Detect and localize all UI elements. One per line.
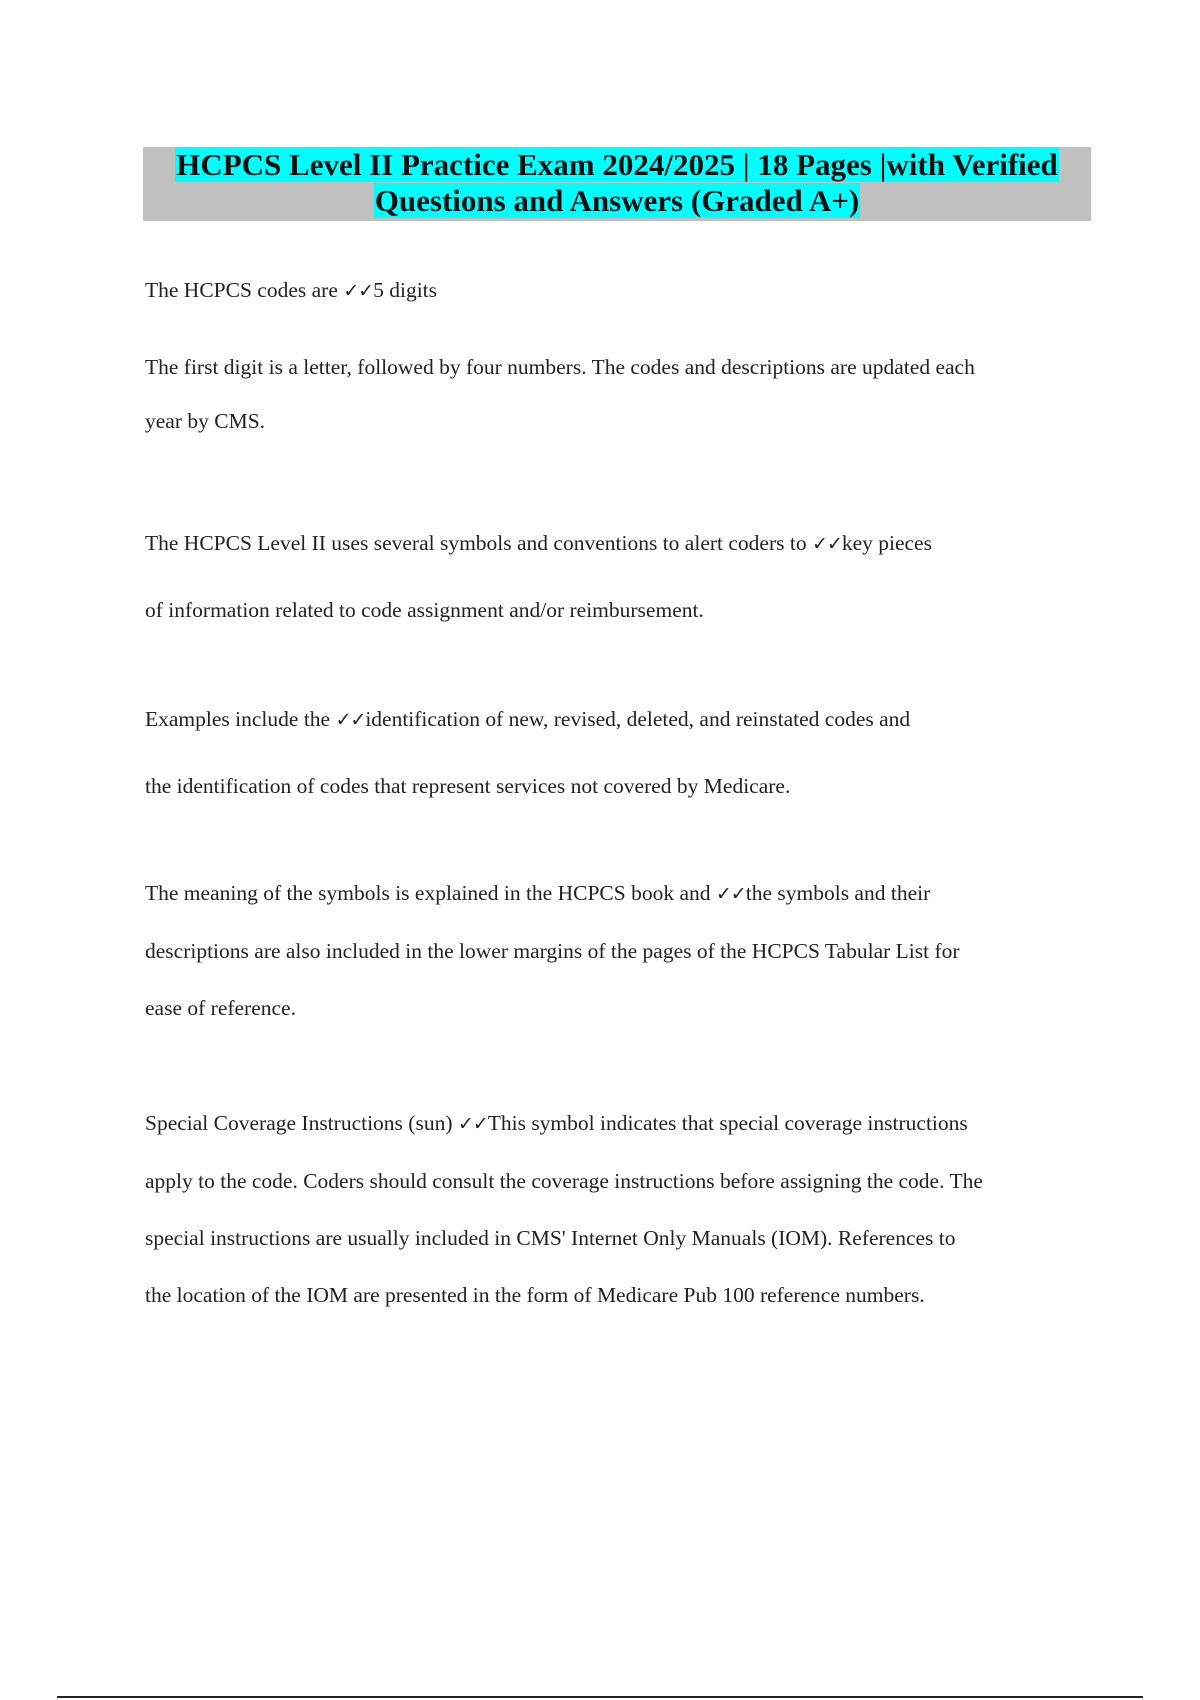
question-line: Special Coverage Instructions (sun) ✓✓This symbol indicates that special coverage instructions <box>145 1111 968 1135</box>
check-icon: ✓✓ <box>811 533 842 555</box>
question-line: The HCPCS Level II uses several symbols and conventions to alert coders to ✓✓key pieces <box>145 531 932 555</box>
text-line: special instructions are usually included in CMS' Internet Only Manuals (IOM). References to <box>145 1226 956 1250</box>
qa-item-1 <box>145 278 437 303</box>
check-icon: ✓✓ <box>335 709 366 731</box>
document-title <box>143 147 1091 221</box>
question-line: The meaning of the symbols is explained in the HCPCS book and ✓✓the symbols and their <box>145 881 931 905</box>
explanation-paragraph-1 <box>145 340 975 448</box>
title-line-2: Questions and Answers (Graded A+) <box>374 183 860 218</box>
check-icon: ✓✓ <box>343 280 374 302</box>
qa-item-4 <box>145 865 960 1037</box>
text-line: of information related to code assignment and/or reimbursement. <box>145 598 704 622</box>
check-icon: ✓✓ <box>457 1113 488 1135</box>
text-line: year by CMS. <box>145 409 266 433</box>
text-line: ease of reference. <box>145 996 296 1020</box>
check-icon: ✓✓ <box>715 883 746 905</box>
qa-item-5 <box>145 1095 983 1324</box>
question-line: The HCPCS codes are ✓✓5 digits <box>145 278 438 302</box>
text-line: the location of the IOM are presented in the form of Medicare Pub 100 reference numbers. <box>145 1283 925 1307</box>
text-line: the identification of codes that represent services not covered by Medicare. <box>145 774 791 798</box>
footer-divider <box>57 1696 1143 1698</box>
text-line: apply to the code. Coders should consult the coverage instructions before assigning the code. The <box>145 1169 983 1193</box>
text-line: descriptions are also included in the lower margins of the pages of the HCPCS Tabular List for <box>145 939 960 963</box>
qa-item-2 <box>145 510 932 643</box>
title-line-1: HCPCS Level II Practice Exam 2024/2025 | 18 Pages |with Verified <box>176 147 1058 182</box>
question-line: Examples include the ✓✓identification of new, revised, deleted, and reinstated codes and <box>145 707 911 731</box>
qa-item-3 <box>145 686 910 819</box>
text-line: The first digit is a letter, followed by four numbers. The codes and descriptions are updated each <box>145 355 975 379</box>
